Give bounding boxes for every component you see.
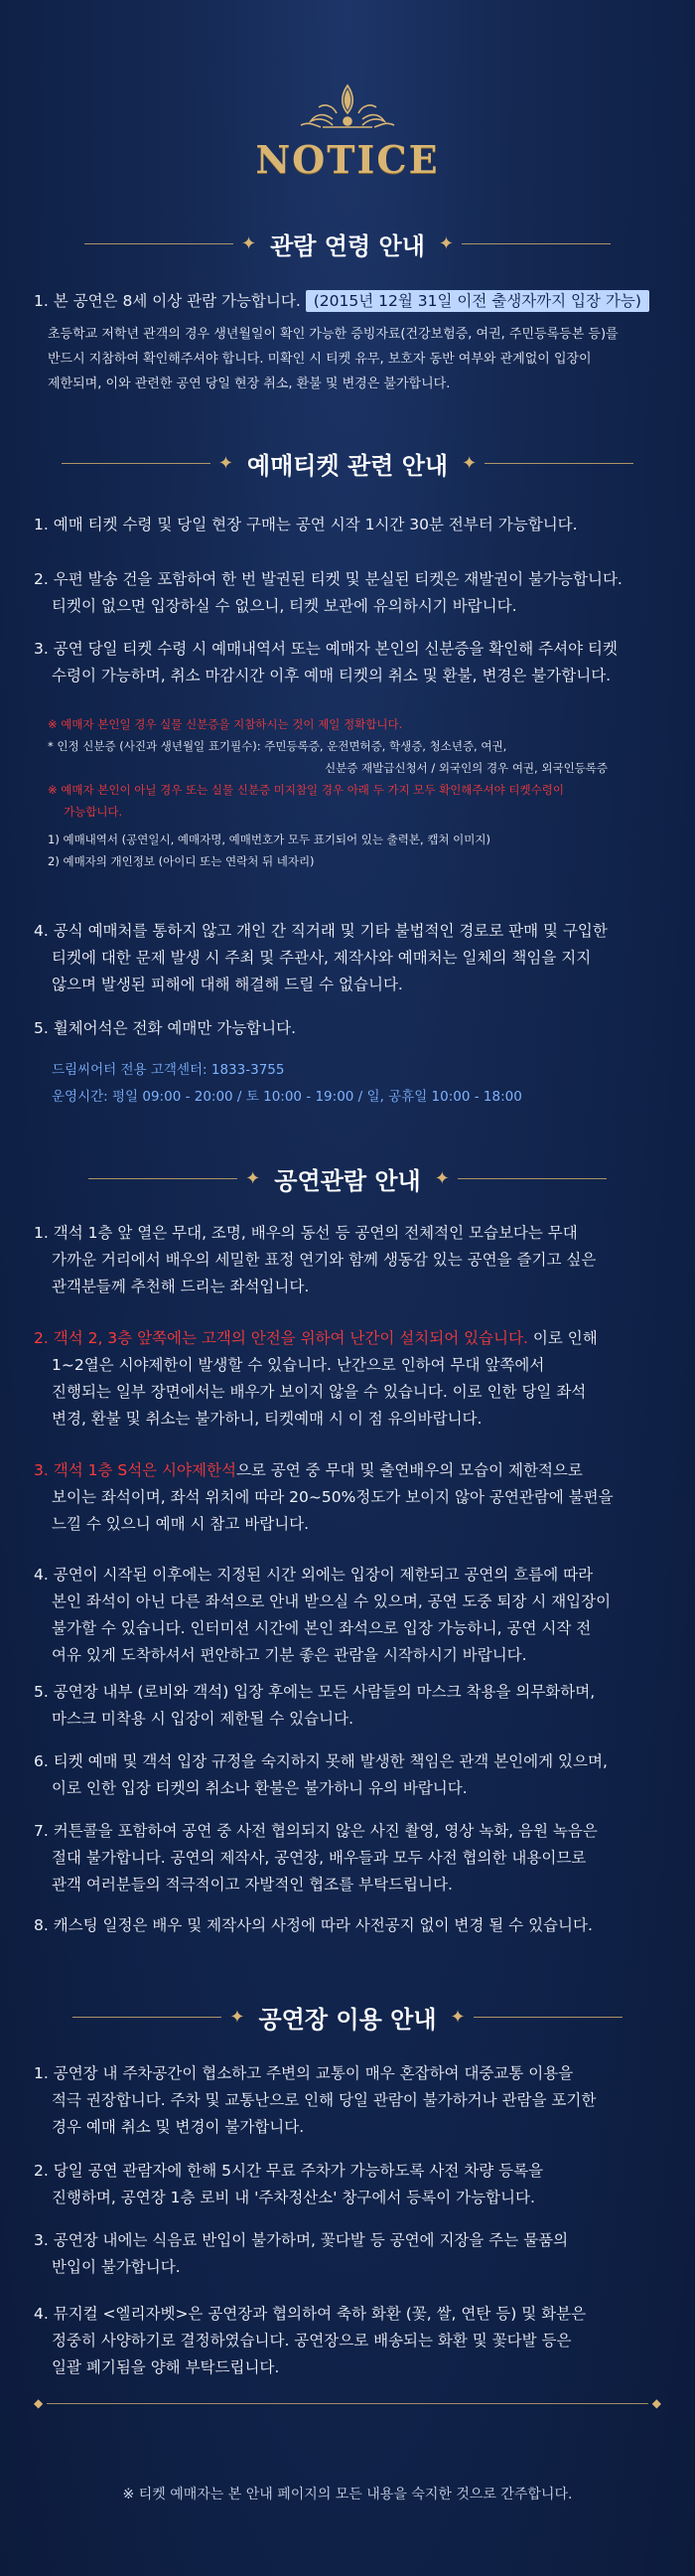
section-header-viewing bbox=[0, 1158, 695, 1198]
flourish-icon: ✦ bbox=[245, 1167, 261, 1189]
section-title-venue: 공연장 이용 안내 bbox=[258, 2005, 437, 2034]
ticket-item-5: 5. 휠체어석은 전화 예매만 가능합니다. bbox=[34, 1019, 297, 1037]
viewing-item-7-line: 절대 불가합니다. 공연의 제작사, 공연장, 배우들과 모두 사전 협의한 내용이므로 bbox=[52, 1849, 587, 1867]
viewing-item-4-line: 4. 공연이 시작된 이후에는 지정된 시간 외에는 입장이 제한되고 공연의 흐름에 따라 bbox=[34, 1566, 594, 1584]
divider-line bbox=[84, 243, 233, 244]
divider-line bbox=[462, 243, 611, 244]
venue-item-4 bbox=[34, 2301, 661, 2381]
divider-line bbox=[47, 2403, 648, 2404]
viewing-item-5-line: 5. 공연장 내부 (로비와 객석) 입장 후에는 모든 사람들의 마스크 착용을 의무화하며, bbox=[34, 1683, 596, 1701]
ticket-item-2 bbox=[34, 566, 661, 620]
id-note: 신분증 재발급신청서 / 외국인의 경우 여권, 외국인등록증 bbox=[325, 761, 608, 775]
notice-title: NOTICE bbox=[255, 137, 440, 182]
viewing-item-2-line: 1~2열은 시야제한이 발생할 수 있습니다. 난간으로 인하여 무대 앞쪽에서 bbox=[52, 1356, 545, 1374]
divider-line bbox=[458, 1178, 607, 1179]
age-note-line: 초등학교 저학년 관객의 경우 생년월일이 확인 가능한 증빙자료(건강보험증, 여권, 주민등록등본 등)를 bbox=[48, 327, 619, 342]
id-note: * 인정 신분증 (사진과 생년월일 표기필수): 주민등록증, 운전면허증, 학생증, 청소년증, 여권, bbox=[48, 739, 507, 753]
viewing-item-4 bbox=[34, 1562, 661, 1669]
venue-item-1-line: 적극 권장합니다. 주차 및 교통난으로 인해 당일 관람이 불가하거나 관람을 포기한 bbox=[52, 2091, 597, 2109]
flourish-icon: ✦ bbox=[217, 452, 233, 474]
customer-center-hours: 운영시간: 평일 09:00 - 20:00 / 토 10:00 - 19:00 / 일, 공휴일 10:00 - 18:00 bbox=[52, 1089, 522, 1105]
flourish-icon: ✦ bbox=[438, 232, 454, 254]
viewing-item-2 bbox=[34, 1325, 661, 1433]
divider-line bbox=[485, 463, 633, 464]
viewing-item-8: 8. 캐스팅 일정은 배우 및 제작사의 사정에 따라 사전공지 없이 변경 될 수 있습니다. bbox=[34, 1916, 593, 1934]
customer-center bbox=[52, 1057, 679, 1111]
id-note-red: 가능합니다. bbox=[64, 805, 123, 819]
venue-item-2-line: 2. 당일 공연 관람자에 한해 5시간 무료 주차가 가능하도록 사전 차량 등록을 bbox=[34, 2162, 544, 2180]
ticket-item-3-line: 수령이 가능하며, 취소 마감시간 이후 예매 티켓의 취소 및 환불, 변경은 불가합니다. bbox=[52, 667, 612, 684]
viewing-item-6-line: 이로 인한 입장 티켓의 취소나 환불은 불가하니 유의 바랍니다. bbox=[52, 1779, 468, 1797]
viewing-item-2-warning: 2. 객석 2, 3층 앞쪽에는 고객의 안전을 위하여 난간이 설치되어 있습니다. bbox=[34, 1329, 528, 1347]
viewing-item-4-line: 본인 좌석이 아닌 다른 좌석으로 안내 받으실 수 있으며, 공연 도중 퇴장 시 재입장이 bbox=[52, 1592, 612, 1610]
id-note: 2) 예매자의 개인정보 (아이디 또는 연락처 뒤 네자리) bbox=[48, 854, 315, 868]
viewing-item-5-line: 마스크 미착용 시 입장이 제한될 수 있습니다. bbox=[52, 1710, 354, 1728]
footer-notice: ※ 티켓 예매자는 본 안내 페이지의 모든 내용을 숙지한 것으로 간주합니다. bbox=[122, 2487, 573, 2502]
flourish-icon: ✦ bbox=[434, 1167, 450, 1189]
ticket-item-1: 1. 예매 티켓 수령 및 당일 현장 구매는 공연 시작 1시간 30분 전부터 가능합니다. bbox=[34, 516, 578, 533]
venue-item-1 bbox=[34, 2060, 661, 2141]
venue-item-3-line: 반입이 불가합니다. bbox=[52, 2258, 181, 2276]
ticket-item-3-line: 3. 공연 당일 티켓 수령 시 예매내역서 또는 예매자 본인의 신분증을 확인해 주셔야 티켓 bbox=[34, 640, 618, 658]
divider-line bbox=[474, 2017, 623, 2018]
age-highlight: (2015년 12월 31일 이전 출생자까지 입장 가능) bbox=[306, 290, 649, 312]
ticket-item-4-line: 티켓에 대한 문제 발생 시 주최 및 주관사, 제작사와 예매처는 일체의 책임을 지지 bbox=[52, 949, 592, 967]
id-note-red: ※ 예매자 본인일 경우 실물 신분증을 지참하시는 것이 제일 정확합니다. bbox=[48, 717, 403, 731]
viewing-item-4-line: 여유 있게 도착하셔서 편안하고 기분 좋은 관람을 시작하시기 바랍니다. bbox=[52, 1646, 527, 1664]
id-note-red: ※ 예매자 본인이 아닐 경우 또는 실물 신분증 미지참일 경우 아래 두 가지 모두 확인해주셔야 티켓수령이 bbox=[48, 783, 564, 797]
viewing-item-3-line: 보이는 좌석이며, 좌석 위치에 따라 20~50%정도가 보이지 않아 공연관람에 불편을 bbox=[52, 1488, 614, 1506]
venue-item-1-line: 1. 공연장 내 주차공간이 협소하고 주변의 교통이 매우 혼잡하여 대중교통 이용을 bbox=[34, 2064, 574, 2082]
age-note-line: 제한되며, 이와 관련한 공연 당일 현장 취소, 환불 및 변경은 불가합니다. bbox=[48, 377, 451, 391]
ticket-item-2-line: 2. 우편 발송 건을 포함하여 한 번 발권된 티켓 및 분실된 티켓은 재발권이 불가능합니다. bbox=[34, 570, 623, 588]
venue-item-3-line: 3. 공연장 내에는 식음료 반입이 불가하며, 꽃다발 등 공연에 지장을 주는 물품의 bbox=[34, 2231, 569, 2249]
venue-item-4-line: 정중히 사양하기로 결정하였습니다. 공연장으로 배송되는 화환 및 꽃다발 등은 bbox=[52, 2332, 572, 2349]
age-note bbox=[48, 322, 663, 396]
footer-divider bbox=[30, 2393, 665, 2413]
crown-emblem-icon bbox=[0, 81, 695, 137]
venue-item-1-line: 경우 예매 취소 및 변경이 불가합니다. bbox=[52, 2118, 305, 2136]
flourish-icon: ✦ bbox=[240, 232, 257, 254]
age-item-1-text: 1. 본 공연은 8세 이상 관람 가능합니다. bbox=[34, 292, 301, 310]
age-item-1 bbox=[34, 288, 661, 315]
ticket-id-notes bbox=[48, 713, 663, 872]
viewing-item-3 bbox=[34, 1457, 661, 1538]
diamond-icon: ◆ bbox=[651, 2396, 661, 2410]
viewing-item-6 bbox=[34, 1748, 661, 1802]
divider-line bbox=[88, 1178, 237, 1179]
ticket-item-4-line: 4. 공식 예매처를 통하지 않고 개인 간 직거래 및 기타 불법적인 경로로 판매 및 구입한 bbox=[34, 922, 608, 940]
flourish-icon: ✦ bbox=[229, 2006, 245, 2028]
viewing-item-2-text: 이로 인해 bbox=[527, 1329, 598, 1347]
ticket-item-4-line: 않으며 발생된 피해에 대해 해결해 드릴 수 없습니다. bbox=[52, 976, 403, 993]
viewing-item-7-line: 관객 여러분들의 적극적이고 자발적인 협조를 부탁드립니다. bbox=[52, 1876, 453, 1894]
viewing-item-3-text: 으로 공연 중 무대 및 출연배우의 모습이 제한적으로 bbox=[235, 1461, 583, 1479]
viewing-item-5 bbox=[34, 1679, 661, 1733]
flourish-icon: ✦ bbox=[462, 452, 478, 474]
divider-line bbox=[62, 463, 210, 464]
viewing-item-3-warning: 3. 객석 1층 S석은 시야제한석 bbox=[34, 1461, 236, 1479]
venue-item-4-line: 4. 뮤지컬 <엘리자벳>은 공연장과 협의하여 축하 화환 (꽃, 쌀, 연탄 등) 및 화분은 bbox=[34, 2305, 587, 2323]
viewing-item-6-line: 6. 티켓 예매 및 객석 입장 규정을 숙지하지 못해 발생한 책임은 관객 본인에게 있으며, bbox=[34, 1752, 608, 1770]
section-header-venue bbox=[0, 1997, 695, 2037]
viewing-item-1-line: 가까운 거리에서 배우의 세밀한 표정 연기와 함께 생동감 있는 공연을 즐기고 싶은 bbox=[52, 1251, 597, 1269]
venue-item-3 bbox=[34, 2227, 661, 2281]
section-header-ticket bbox=[0, 443, 695, 483]
section-header-age bbox=[0, 224, 695, 263]
viewing-item-2-line: 변경, 환불 및 취소는 불가하니, 티켓예매 시 이 점 유의바랍니다. bbox=[52, 1410, 483, 1428]
section-title-ticket: 예매티켓 관련 안내 bbox=[246, 451, 449, 480]
customer-center-phone: 드림씨어터 전용 고객센터: 1833-3755 bbox=[52, 1062, 285, 1078]
id-note: 1) 예매내역서 (공연일시, 예매자명, 예매번호가 모두 표기되어 있는 출력본, 캡쳐 이미지) bbox=[48, 833, 491, 846]
age-note-line: 반드시 지참하여 확인해주셔야 합니다. 미확인 시 티켓 유무, 보호자 동반 여부와 관계없이 입장이 bbox=[48, 352, 592, 367]
viewing-item-2-line: 진행되는 일부 장면에서는 배우가 보이지 않을 수 있습니다. 이로 인한 당일 좌석 bbox=[52, 1383, 587, 1401]
ticket-item-4 bbox=[34, 918, 661, 998]
viewing-item-3-line: 느낄 수 있으니 예매 시 참고 바랍니다. bbox=[52, 1515, 310, 1533]
viewing-item-1 bbox=[34, 1220, 661, 1300]
viewing-item-4-line: 불가할 수 있습니다. 인터미션 시간에 본인 좌석으로 입장 가능하니, 공연 시작 전 bbox=[52, 1619, 592, 1637]
flourish-icon: ✦ bbox=[450, 2006, 466, 2028]
divider-line bbox=[72, 2017, 221, 2018]
section-title-viewing: 공연관람 안내 bbox=[274, 1166, 421, 1195]
section-title-age: 관람 연령 안내 bbox=[270, 231, 425, 260]
viewing-item-7 bbox=[34, 1818, 661, 1898]
venue-item-2-line: 진행하며, 공연장 1층 로비 내 '주차정산소' 창구에서 등록이 가능합니다. bbox=[52, 2189, 535, 2206]
ticket-item-2-line: 티켓이 없으면 입장하실 수 없으니, 티켓 보관에 유의하시기 바랍니다. bbox=[52, 597, 517, 615]
diamond-icon: ◆ bbox=[34, 2396, 44, 2410]
venue-item-2 bbox=[34, 2158, 661, 2211]
viewing-item-1-line: 1. 객석 1층 앞 열은 무대, 조명, 배우의 동선 등 공연의 전체적인 모습보다는 무대 bbox=[34, 1224, 578, 1242]
ticket-item-3 bbox=[34, 636, 661, 689]
viewing-item-1-line: 관객분들께 추천해 드리는 좌석입니다. bbox=[52, 1278, 310, 1295]
viewing-item-7-line: 7. 커튼콜을 포함하여 공연 중 사전 협의되지 않은 사진 촬영, 영상 녹화, 음원 녹음은 bbox=[34, 1822, 598, 1840]
venue-item-4-line: 일괄 폐기됨을 양해 부탁드립니다. bbox=[52, 2358, 280, 2376]
